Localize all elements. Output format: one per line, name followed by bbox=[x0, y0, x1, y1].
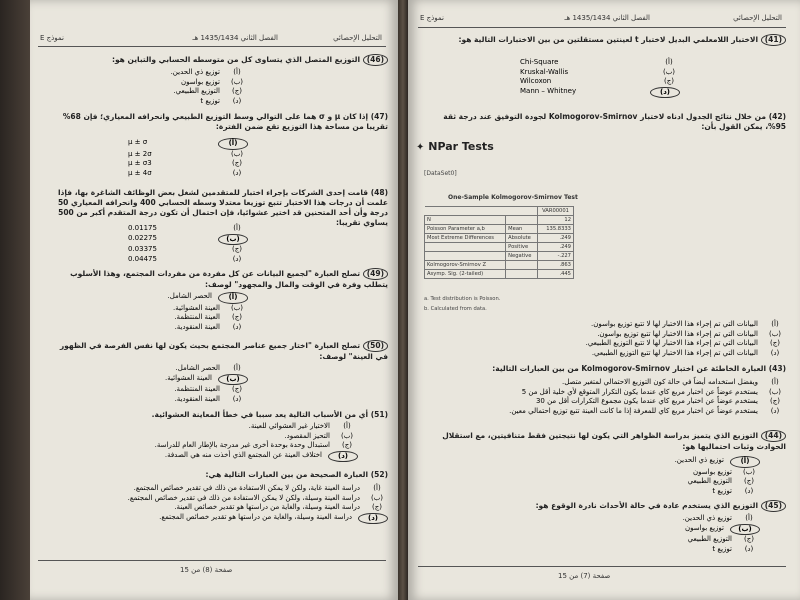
option[interactable]: (أ) البيانات التي تم إجراء هذا الاختبار لها لا تتبع توزيع بواسون. bbox=[590, 320, 779, 328]
table-row: N 12 bbox=[425, 216, 574, 225]
question-number: (52) bbox=[370, 470, 388, 479]
question-number: (46) bbox=[363, 54, 388, 66]
option[interactable]: (أ) الحصر الشامل. bbox=[128, 292, 248, 304]
page-header-term: الفصل الثاني 1435/1434 هـ bbox=[564, 14, 650, 22]
option[interactable]: (ج) التوزيع الطبيعي bbox=[687, 535, 754, 544]
question-number: (41) bbox=[761, 34, 786, 46]
table-row: Asymp. Sig. (2-tailed) .445 bbox=[425, 270, 574, 279]
option[interactable]: (د) يستخدم عوضاً عن اختبار مربع كاي للمعرفة إذا ما كانت العينة تتبع توزيع احتمالي معين. bbox=[509, 406, 780, 415]
option[interactable]: (أ) الاختيار غير العشوائي للعينة. bbox=[248, 422, 351, 430]
option[interactable]: (ج) دراسة العينة وسيلة، والغاية من دراستها هو تقدير خصائص العينة. bbox=[174, 503, 382, 512]
option[interactable]: (ج) يستخدم عوضاً عن اختبار مربع كاي عندما يكون مجموع التكرارات أقل من 30 bbox=[535, 397, 780, 406]
question-text: العبارة الصحيحة من بين العبارات التالية هي: bbox=[205, 470, 369, 479]
option[interactable]: (ج) استبدال وحدة بوحدة أخرى غير مدرجة بالإطار العام للدراسة. bbox=[154, 441, 352, 450]
option[interactable]: (ج) μ ± σ3 bbox=[128, 159, 242, 168]
q50-options bbox=[128, 364, 248, 404]
option[interactable]: (د) μ ± 4σ bbox=[128, 168, 242, 177]
question-text: من خلال نتائج الجدول ادناه لاختبار Kolmogorov-Smirnov لجودة التوفيق عند درجة ثقة 95%، يمكن القول بأن: bbox=[443, 112, 786, 131]
q41-options bbox=[520, 58, 680, 98]
option[interactable]: (د) توزيع t bbox=[712, 544, 754, 553]
question-number: (44) bbox=[761, 430, 786, 442]
footer-rule bbox=[38, 560, 386, 561]
option[interactable]: (ج) التوزيع الطبيعي. bbox=[173, 87, 242, 96]
question-49 bbox=[48, 268, 388, 290]
option[interactable]: (د) العينة العنقودية. bbox=[174, 322, 242, 331]
option[interactable]: (أ) 0.01175 bbox=[128, 224, 241, 232]
question-text: أي من الأسباب التالية يعد سببا في خطأ المعاينة العشوائية. bbox=[151, 410, 369, 419]
ks-test-table bbox=[424, 206, 574, 279]
option[interactable]: (أ) توزيع ذي الحدين. bbox=[640, 456, 760, 468]
question-50 bbox=[48, 340, 388, 362]
option[interactable]: (أ) Chi-Square bbox=[520, 58, 673, 66]
question-42 bbox=[426, 112, 786, 132]
option[interactable]: (د) توزيع t bbox=[200, 96, 242, 105]
option[interactable]: (د) توزيع t bbox=[712, 486, 754, 495]
option[interactable]: (أ) دراسة العينة غاية، ولكن لا يمكن الاستفادة من ذلك في تقدير خصائص المجتمع. bbox=[133, 484, 381, 492]
q45-options bbox=[640, 514, 760, 554]
exam-page-8 bbox=[30, 0, 398, 600]
option[interactable]: (ج) البيانات التي تم إجراء هذا الاختبار لها لا تتبع التوزيع الطبيعي. bbox=[585, 339, 780, 348]
option[interactable]: (ب) البيانات التي تم إجراء هذا الاختبار لها تتبع توزيع بواسون. bbox=[597, 329, 782, 338]
exam-page-7 bbox=[408, 0, 800, 600]
option[interactable]: (ج) التوزيع الطبيعي bbox=[687, 477, 754, 486]
header-rule bbox=[418, 27, 786, 28]
option[interactable]: (ب) التحيز المقصود. bbox=[284, 431, 354, 440]
page-header-course: التحليل الإحصائي bbox=[733, 14, 782, 22]
table-col-header: VAR00001 bbox=[538, 207, 574, 216]
option[interactable]: (أ) μ ± σ bbox=[128, 138, 248, 150]
table-footnote: b. Calculated from data. bbox=[424, 306, 487, 312]
option[interactable]: (أ) ويفضل استخدامه أيضاً في حالة كون التوزيع الاحتمالي لمتغير متصل. bbox=[561, 378, 779, 386]
question-51 bbox=[48, 410, 388, 420]
question-text: التوزيع الذي يستخدم عادة في حالة الأحداث نادرة الوقوع هو: bbox=[535, 501, 759, 510]
q44-options bbox=[640, 456, 760, 496]
question-text: إذا كان μ و σ هما على التوالي وسط التوزيع الطبيعي وانحرافه المعياري؛ فإن 68% تقريبا من مساحة هذا التوزيع تقع ضمن الفترة: bbox=[62, 112, 388, 131]
option[interactable]: (أ) الحصر الشامل. bbox=[175, 364, 241, 372]
question-text: التوزيع المتصل الذي يتساوى كل من متوسطه الحسابي والتباين هو: bbox=[111, 55, 361, 64]
diamond-bullet-icon: ✦ bbox=[416, 142, 425, 153]
npar-tests-heading: ✦ NPar Tests bbox=[416, 140, 494, 153]
table-row: Poisson Parameter a,b Mean 135.8333 bbox=[425, 225, 574, 234]
option[interactable]: (د) البيانات التي تم إجراء هذا الاختبار لها تتبع التوزيع الطبيعي. bbox=[591, 348, 780, 357]
option[interactable]: (ب) توزيع بواسون bbox=[181, 77, 244, 86]
dataset-label: [DataSet0] bbox=[424, 170, 457, 177]
option[interactable]: (أ) توزيع ذي الحدين. bbox=[682, 514, 753, 522]
option[interactable]: (ج) Wilcoxon bbox=[520, 77, 674, 86]
q43-options bbox=[446, 378, 786, 416]
option[interactable]: (د) Mann – Whitney bbox=[520, 87, 680, 99]
option[interactable]: (ب) توزيع بواسون bbox=[693, 467, 756, 476]
option[interactable]: (د) العينة العنقودية. bbox=[174, 394, 242, 403]
option[interactable]: (أ) توزيع ذي الحدين. bbox=[170, 68, 241, 76]
question-number: (43) bbox=[768, 364, 786, 373]
book-edge bbox=[0, 0, 30, 600]
footer-rule bbox=[418, 566, 786, 567]
question-number: (51) bbox=[370, 410, 388, 419]
table-header-row bbox=[425, 207, 574, 216]
spss-table-title: One-Sample Kolmogorov-Smirnov Test bbox=[448, 194, 578, 201]
question-number: (45) bbox=[761, 500, 786, 512]
page-footer: صفحة (7) من 15 bbox=[558, 572, 611, 580]
q48-options bbox=[128, 224, 248, 264]
option[interactable]: (د) اختلاف العينة عن المجتمع الذي أخذت منه هي الصدفة. bbox=[118, 451, 358, 463]
q47-options bbox=[128, 138, 248, 178]
q42-options bbox=[466, 320, 786, 358]
table-footnote: a. Test distribution is Poisson. bbox=[424, 296, 501, 302]
question-41 bbox=[426, 34, 786, 46]
question-number: (42) bbox=[768, 112, 786, 121]
question-52 bbox=[48, 470, 388, 480]
option[interactable]: (ب) μ ± 2σ bbox=[128, 149, 244, 158]
question-number: (47) bbox=[370, 112, 388, 121]
option[interactable]: (ب) العينة العشوائية. bbox=[128, 374, 248, 386]
table-row: Negative -.227 bbox=[425, 252, 574, 261]
option[interactable]: (ب) دراسة العينة وسيلة، ولكن لا يمكن الاستفادة من ذلك في تقدير خصائص المجتمع. bbox=[127, 493, 384, 502]
question-number: (49) bbox=[363, 268, 388, 280]
table-row: Most Extreme Differences Absolute .249 bbox=[425, 234, 574, 243]
q52-options bbox=[68, 484, 388, 524]
question-text: التوزيع الذي يتميز بدراسة الظواهر التي يكون لها نتيجتين فقط متنافيتين، مع استقلال الحوادث وثبات احتماليها هو: bbox=[442, 431, 786, 451]
book-binding bbox=[398, 0, 408, 600]
question-number: (50) bbox=[363, 340, 388, 352]
option[interactable]: (ج) العينة المنتظمة. bbox=[174, 313, 242, 322]
question-text: قامت إحدى الشركات بإجراء اختبار للمتقدمين لشغل بعض الوظائف الشاغرة بها، فإذا علمت أن درجات هذا الاختبار تتبع توزيعا معتدلا وسطه الحسابي 400 وانحرافه المعياري 50 درجة وأن أحد المتحنين قد اختير عشوائيا، فإن احتمال أن تكون درجة المتقدم أكبر من 500 يساوي تقريبا: bbox=[57, 188, 388, 227]
page-footer: صفحة (8) من 15 bbox=[180, 566, 233, 574]
question-47 bbox=[48, 112, 388, 132]
option[interactable]: (ج) 0.03375 bbox=[128, 245, 242, 254]
page-header-term: الفصل الثاني 1435/1434 هـ bbox=[192, 34, 278, 42]
question-48 bbox=[48, 188, 388, 228]
question-text: العبارة الخاطئة عن اختبار Kolmogorov-Smirnov من بين العبارات التالية: bbox=[492, 364, 767, 373]
question-46 bbox=[48, 54, 388, 66]
page-header-model: نموذج E bbox=[420, 14, 444, 22]
question-45 bbox=[426, 500, 786, 512]
option[interactable]: (ب) Kruskal-Wallis bbox=[520, 67, 676, 76]
option[interactable]: (ب) يستخدم عوضاً عن اختبار مربع كاي عندما يكون التكرار المتوقع لأي خلية أقل من 5 bbox=[521, 387, 782, 396]
question-44 bbox=[426, 430, 786, 452]
option[interactable]: (د) 0.04475 bbox=[128, 254, 242, 263]
header-rule bbox=[38, 46, 386, 47]
option[interactable]: (د) دراسة العينة وسيلة، والغاية من دراستها هو تقدير خصائص المجتمع. bbox=[68, 513, 388, 525]
question-text: تصلح العبارة "لجميع البيانات عن كل مفردة من مفردات المجتمع، وهذا الأسلوب يتطلب وفرة في الوقت والمال والمجهود" لوصف: bbox=[70, 269, 388, 289]
question-text: تصلح العبارة "اختار جميع عناصر المجتمع بحيث يكون لها نفس الفرصة في الظهور في العينة" لوصف: bbox=[59, 341, 388, 361]
question-text: الاختبار اللامعلمي البديل لاختبار t لعينتين مستقلتين من بين الاختبارات التالية هو: bbox=[458, 35, 759, 44]
question-number: (48) bbox=[370, 188, 388, 197]
q51-options bbox=[118, 422, 358, 462]
question-43 bbox=[426, 364, 786, 374]
option[interactable]: (ب) 0.02275 bbox=[128, 234, 248, 246]
option[interactable]: (ج) العينة المنتظمة. bbox=[174, 385, 242, 394]
page-header-course: التحليل الإحصائي bbox=[333, 34, 382, 42]
page-header-model: نموذج E bbox=[40, 34, 64, 42]
option[interactable]: (ب) توزيع بواسون bbox=[640, 524, 760, 536]
q49-options bbox=[128, 292, 248, 332]
option[interactable]: (ب) العينة العشوائية. bbox=[173, 303, 244, 312]
table-row: Positive .249 bbox=[425, 243, 574, 252]
q46-options bbox=[128, 68, 248, 106]
table-row: Kolmogorov-Smirnov Z .863 bbox=[425, 261, 574, 270]
